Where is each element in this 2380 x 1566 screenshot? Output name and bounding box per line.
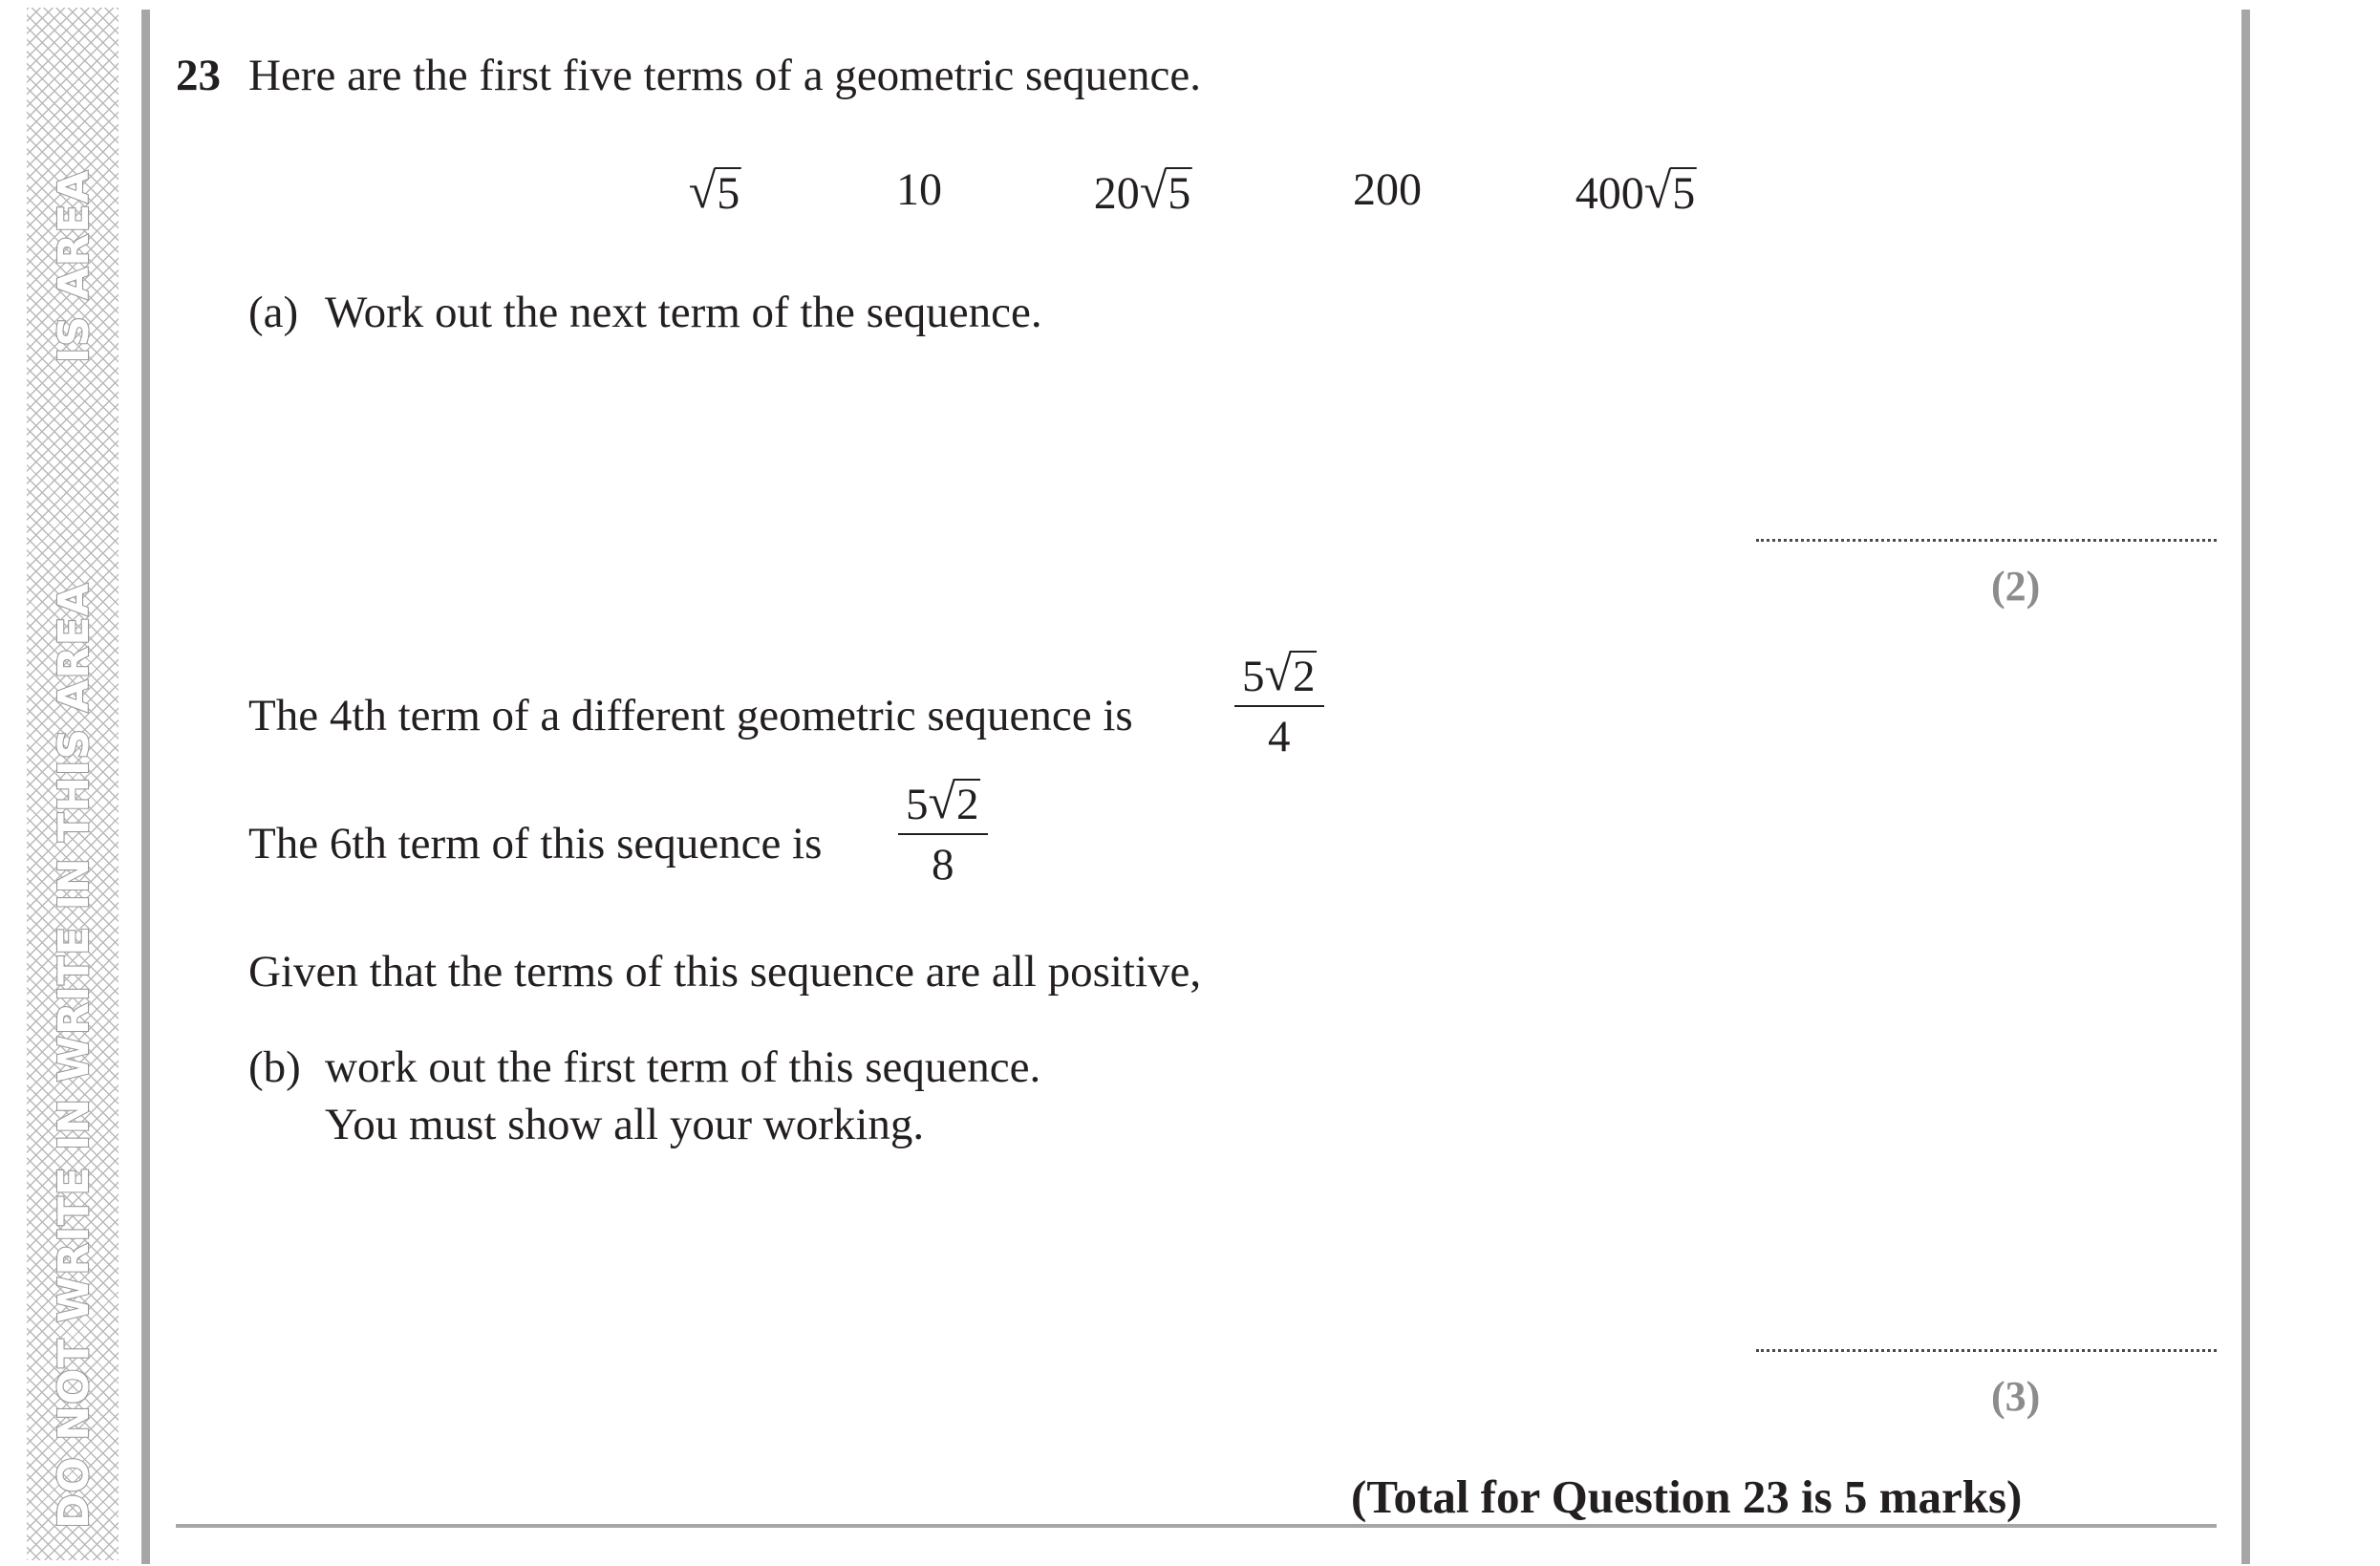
part-b-answer-line[interactable] xyxy=(1756,1349,2217,1352)
radical-sign: √ xyxy=(1264,647,1293,701)
sequence-term-4: 200 xyxy=(1353,164,1422,215)
fraction-denominator: 4 xyxy=(1268,712,1291,762)
radical-sign: √ xyxy=(1643,164,1672,219)
sqrt-expression xyxy=(928,775,980,829)
coefficient: 5 xyxy=(1242,652,1265,701)
radical-sign: √ xyxy=(1139,164,1168,219)
part-b-label: (b) xyxy=(248,1042,301,1092)
question-intro: Here are the first five terms of a geometric sequence. xyxy=(248,51,1201,100)
part-b-marks: (3) xyxy=(1991,1373,2041,1420)
part-a-marks: (2) xyxy=(1991,563,2041,610)
bottom-rule xyxy=(176,1524,2217,1528)
sequence-term-3 xyxy=(1093,164,1192,219)
radicand: 2 xyxy=(1290,651,1317,699)
part-b-text-line2: You must show all your working. xyxy=(325,1100,925,1149)
sqrt-expression xyxy=(1264,647,1317,701)
fraction-numerator xyxy=(898,775,988,833)
radicand: 2 xyxy=(954,779,980,827)
sqrt-expression xyxy=(1139,164,1192,219)
question-number: 23 xyxy=(176,51,221,100)
fraction-numerator xyxy=(1234,647,1324,705)
margin-warning-lower: DO NOT WRITE IN WRITE IN THIS AREA xyxy=(50,582,98,1529)
sqrt-expression xyxy=(688,164,741,219)
sqrt-expression xyxy=(1643,164,1697,219)
coefficient: 400 xyxy=(1575,168,1644,219)
coefficient: 5 xyxy=(906,780,929,829)
part-a-text: Work out the next term of the sequence. xyxy=(325,288,1042,337)
given-statement: Given that the terms of this sequence are all positive, xyxy=(248,947,1202,997)
sequence-term-2: 10 xyxy=(896,164,942,215)
part-b-text-line1: work out the first term of this sequence. xyxy=(325,1042,1041,1092)
question-total: (Total for Question 23 is 5 marks) xyxy=(1351,1470,2023,1523)
radical-sign: √ xyxy=(688,164,717,219)
right-margin-bar xyxy=(2241,10,2250,1564)
fourth-term-fraction xyxy=(1234,647,1324,762)
radicand: 5 xyxy=(1669,167,1696,217)
radicand: 5 xyxy=(714,167,740,217)
margin-warning-upper: IS AREA xyxy=(50,169,98,363)
sixth-term-text: The 6th term of this sequence is xyxy=(248,819,823,869)
fraction-denominator: 8 xyxy=(932,840,954,890)
left-margin-bar xyxy=(141,10,150,1564)
fourth-term-text: The 4th term of a different geometric sequence is xyxy=(248,691,1133,740)
sixth-term-fraction xyxy=(898,775,988,890)
radicand: 5 xyxy=(1165,167,1191,217)
sequence-term-5 xyxy=(1575,164,1697,219)
part-a-label: (a) xyxy=(248,288,299,337)
radical-sign: √ xyxy=(928,775,956,829)
part-a-answer-line[interactable] xyxy=(1756,539,2217,542)
sequence-terms xyxy=(0,164,2380,234)
sequence-term-1 xyxy=(688,164,741,219)
coefficient: 20 xyxy=(1093,168,1140,219)
